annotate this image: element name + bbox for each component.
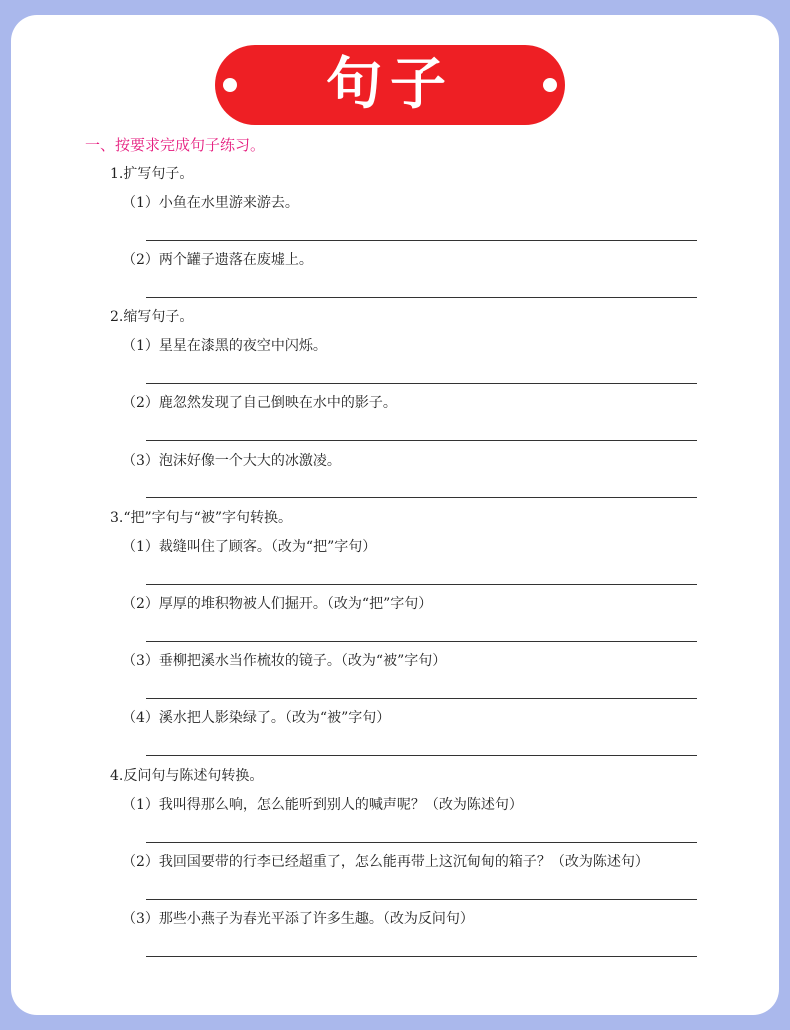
- question-2-1: （1）星星在漆黑的夜空中闪烁。: [122, 338, 327, 354]
- answer-line-3-1[interactable]: [146, 584, 697, 585]
- answer-line-3-4[interactable]: [146, 755, 697, 756]
- answer-line-4-1[interactable]: [146, 842, 697, 843]
- question-3-1: （1）裁缝叫住了顾客。（改为“把”字句）: [122, 539, 377, 555]
- question-1-1: （1）小鱼在水里游来游去。: [122, 195, 299, 211]
- question-3-2: （2）厚厚的堆积物被人们掘开。（改为“把”字句）: [122, 596, 433, 612]
- question-4-3: （3）那些小燕子为春光平添了许多生趣。（改为反问句）: [122, 911, 474, 927]
- answer-line-4-3[interactable]: [146, 956, 697, 957]
- section-title-2: 2.缩写句子。: [110, 309, 194, 325]
- answer-line-1-2[interactable]: [146, 297, 697, 298]
- answer-line-2-3[interactable]: [146, 497, 697, 498]
- answer-line-2-1[interactable]: [146, 383, 697, 384]
- title-banner: [215, 45, 565, 125]
- answer-line-2-2[interactable]: [146, 440, 697, 441]
- question-3-4: （4）溪水把人影染绿了。（改为“被”字句）: [122, 710, 391, 726]
- question-2-2: （2）鹿忽然发现了自己倒映在水中的影子。: [122, 395, 397, 411]
- question-1-2: （2）两个罐子遗落在废墟上。: [122, 252, 313, 268]
- answer-line-3-2[interactable]: [146, 641, 697, 642]
- exercise-heading: 一、按要求完成句子练习。: [85, 136, 266, 154]
- answer-line-3-3[interactable]: [146, 698, 697, 699]
- answer-line-1-1[interactable]: [146, 240, 697, 241]
- section-title-1: 1.扩写句子。: [110, 166, 194, 182]
- question-4-2: （2）我回国要带的行李已经超重了，怎么能再带上这沉甸甸的箱子？（改为陈述句）: [122, 854, 649, 870]
- answer-line-4-2[interactable]: [146, 899, 697, 900]
- page-title: 句子: [326, 52, 454, 117]
- question-3-3: （3）垂柳把溪水当作梳妆的镜子。（改为“被”字句）: [122, 653, 447, 669]
- section-title-3: 3.“把”字句与“被”字句转换。: [110, 510, 292, 526]
- question-2-3: （3）泡沫好像一个大大的冰激凌。: [122, 453, 341, 469]
- question-4-1: （1）我叫得那么响，怎么能听到别人的喊声呢？（改为陈述句）: [122, 797, 523, 813]
- section-title-4: 4.反问句与陈述句转换。: [110, 768, 264, 784]
